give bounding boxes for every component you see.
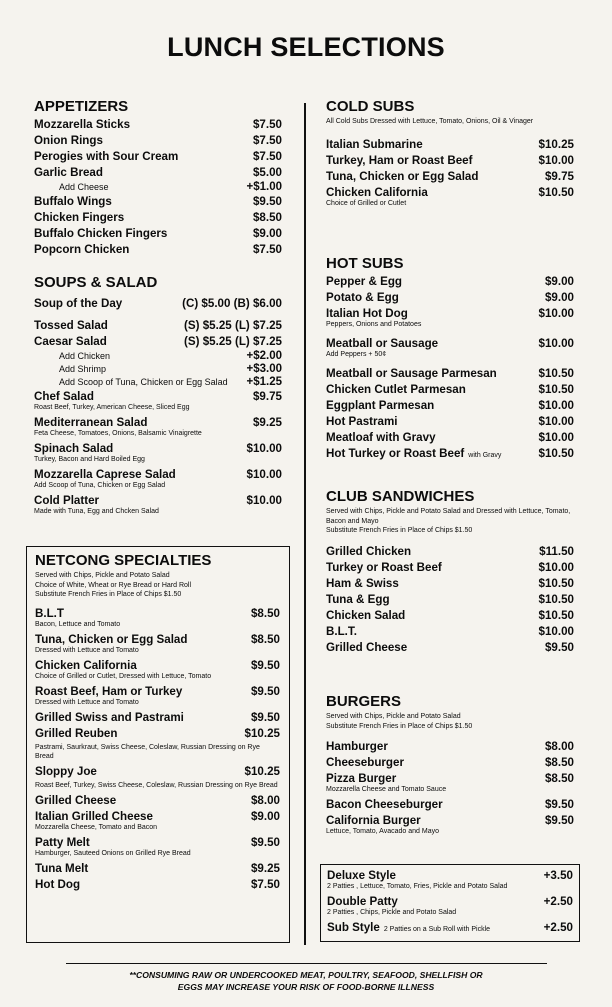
netcong-specialties-box — [26, 546, 290, 943]
item-name: Meatloaf with Gravy — [326, 431, 436, 444]
item-price: (C) $5.00 (B) $6.00 — [182, 297, 282, 310]
item-description: Turkey, Bacon and Hard Boiled Egg — [34, 456, 145, 463]
item-price: $10.00 — [538, 560, 574, 574]
menu-item — [326, 608, 574, 624]
menu-item — [326, 366, 574, 382]
item-name: Grilled Cheese — [35, 793, 117, 807]
menu-item — [35, 726, 280, 742]
item-name: Spinach Salad — [34, 442, 114, 455]
menu-item — [326, 797, 574, 813]
item-name: Italian Submarine — [326, 137, 423, 151]
section-title: COLD SUBS — [326, 98, 415, 115]
item-name: Deluxe Style — [327, 869, 396, 882]
item-description: Add Scoop of Tuna, Chicken or Egg Salad — [34, 482, 166, 489]
section-title: BURGERS — [326, 693, 402, 710]
item-price: $10.50 — [538, 447, 574, 460]
item-name: Hamburger — [326, 740, 388, 753]
menu-item — [34, 242, 282, 258]
item-name: Hot Dog — [35, 877, 81, 891]
item-description: Choice of Grilled or Cutlet — [326, 199, 407, 207]
soups-salad-section — [34, 274, 282, 519]
item-price: $10.00 — [246, 468, 282, 481]
item-price: $9.00 — [544, 275, 574, 288]
menu-item — [35, 861, 280, 877]
menu-item — [35, 710, 280, 726]
menu-item — [326, 414, 574, 430]
item-name: Chef Salad — [34, 390, 94, 403]
item-name: Pepper & Egg — [326, 275, 403, 288]
item-name: Sub Style — [327, 921, 380, 934]
item-price: +$2.00 — [246, 350, 282, 362]
item-price: $10.00 — [246, 442, 282, 455]
menu-item — [326, 169, 574, 185]
item-price: $9.50 — [544, 798, 574, 811]
item-name: Roast Beef, Ham or Turkey — [35, 684, 183, 698]
item-price: +2.50 — [543, 921, 573, 934]
section-title: NETCONG SPECIALTIES — [35, 552, 212, 569]
item-name: Chicken California — [35, 658, 137, 672]
item-price: $9.50 — [252, 195, 282, 208]
menu-item — [35, 877, 280, 893]
item-price: (S) $5.25 (L) $7.25 — [184, 319, 282, 332]
item-description: Lettuce, Tomato, Avacado and Mayo — [326, 828, 439, 835]
item-price: $9.50 — [250, 835, 280, 849]
menu-item — [326, 739, 574, 755]
menu-add-on — [34, 350, 282, 363]
item-name: Add Cheese — [59, 182, 109, 192]
section-title: APPETIZERS — [34, 98, 129, 115]
section-note: Substitute French Fries in Place of Chips $1.50 — [35, 591, 182, 598]
item-price: $9.50 — [250, 684, 280, 698]
item-name: Add Shrimp — [59, 364, 107, 374]
item-name: Tuna, Chicken or Egg Salad — [326, 169, 479, 183]
item-name: Mozzarella Sticks — [34, 118, 131, 131]
item-price: $9.50 — [250, 658, 280, 672]
item-description: 2 Patties , Lettuce, Tomato, Fries, Pickle and Potato Salad — [327, 883, 508, 890]
item-price: $9.25 — [250, 861, 280, 875]
item-description: Hamburger, Sauteed Onions on Grilled Rye Bread — [35, 849, 191, 857]
item-price: $9.50 — [544, 814, 574, 827]
item-name: Sloppy Joe — [35, 764, 97, 778]
disclaimer-line: EGGS MAY INCREASE YOUR RISK OF FOOD-BORNE ILLNESS — [177, 982, 435, 992]
item-description: Add Peppers + 50¢ — [326, 351, 387, 358]
item-name: Mozzarella Caprese Salad — [34, 468, 176, 481]
item-description: Roast Beef, Turkey, Swiss Cheese, Coleslaw, Russian Dressing on Rye Bread — [35, 781, 278, 789]
item-description: Made with Tuna, Egg and Chcken Salad — [34, 508, 159, 515]
menu-item — [34, 149, 282, 165]
item-price: $10.00 — [538, 399, 574, 412]
item-price: (S) $5.25 (L) $7.25 — [184, 335, 282, 348]
item-price: +$1.25 — [246, 376, 282, 388]
item-name: Italian Grilled Cheese — [35, 809, 153, 823]
item-description: Roast Beef, Turkey, American Cheese, Sliced Egg — [34, 404, 190, 411]
item-price: $7.50 — [252, 134, 282, 147]
item-description: Pastrami, Saurkraut, Swiss Cheese, Coleslaw, Russian Dressing on Rye Bread — [35, 743, 260, 760]
item-name: Buffalo Chicken Fingers — [34, 227, 168, 240]
item-price: $9.00 — [544, 291, 574, 304]
item-price: $10.25 — [244, 764, 280, 778]
item-price: $7.50 — [252, 243, 282, 256]
item-description: Mozzarella Cheese, Tomato and Bacon — [35, 823, 158, 831]
item-name: Double Patty — [327, 895, 398, 908]
menu-item — [327, 920, 573, 938]
item-price: $8.50 — [544, 772, 574, 785]
item-price: +2.50 — [543, 895, 573, 908]
item-name: Pizza Burger — [326, 772, 397, 785]
section-note: All Cold Subs Dressed with Lettuce, Tomato, Onions, Oil & Vinager — [326, 118, 534, 125]
item-name: Bacon Cheeseburger — [326, 798, 443, 811]
menu-item — [34, 117, 282, 133]
menu-item — [326, 755, 574, 771]
item-price: $10.25 — [244, 726, 280, 740]
item-name: Grilled Cheese — [326, 640, 408, 654]
menu-item — [326, 576, 574, 592]
cold-subs-section — [326, 98, 574, 211]
item-price: $10.50 — [538, 608, 574, 622]
item-note: 2 Patties on a Sub Roll with Pickle — [383, 926, 491, 933]
menu-item — [326, 544, 574, 560]
menu-item — [35, 793, 280, 809]
item-price: $9.50 — [544, 640, 574, 654]
menu-item — [326, 640, 574, 656]
item-price: +3.50 — [543, 869, 573, 882]
item-description: Dressed with Lettuce and Tomato — [35, 646, 139, 654]
item-name: Grilled Swiss and Pastrami — [35, 710, 184, 724]
disclaimer-line: **CONSUMING RAW OR UNDERCOOKED MEAT, POULTRY, SEAFOOD, SHELLFISH OR — [129, 970, 483, 980]
item-price: $9.75 — [544, 169, 574, 183]
section-note: Choice of White, Wheat or Rye Bread or Hard Roll — [35, 581, 192, 589]
menu-add-on — [34, 181, 282, 194]
item-price: $9.00 — [252, 227, 282, 240]
menu-item — [34, 334, 282, 350]
menu-item — [326, 153, 574, 169]
menu-item — [326, 290, 574, 306]
item-price: $9.25 — [252, 416, 282, 429]
item-price: $9.75 — [252, 390, 282, 403]
burgers-section — [326, 693, 574, 839]
item-name: Chicken Cutlet Parmesan — [326, 383, 466, 396]
item-price: $10.00 — [538, 431, 574, 444]
item-name: Patty Melt — [35, 835, 90, 849]
item-price: $8.50 — [544, 756, 574, 769]
menu-item — [326, 398, 574, 414]
item-price: $7.50 — [252, 150, 282, 163]
item-name: Ham & Swiss — [326, 576, 399, 590]
item-name: Turkey, Ham or Roast Beef — [326, 153, 473, 167]
item-name: Chicken Fingers — [34, 211, 125, 224]
item-name: Buffalo Wings — [34, 195, 112, 208]
section-note: Substitute French Fries in Place of Chips $1.50 — [326, 527, 473, 534]
item-name: Grilled Reuben — [35, 726, 118, 740]
item-price: $8.50 — [252, 211, 282, 224]
item-name: Add Chicken — [59, 351, 111, 361]
menu-item — [326, 624, 574, 640]
item-description: Bacon, Lettuce and Tomato — [35, 620, 121, 628]
item-name: Onion Rings — [34, 134, 103, 147]
item-price: $10.00 — [538, 337, 574, 350]
item-description: 2 Patties , Chips, Pickle and Potato Salad — [327, 909, 457, 916]
appetizers-section — [34, 98, 282, 258]
section-title: CLUB SANDWICHES — [326, 488, 475, 505]
item-name: Hot Pastrami — [326, 415, 398, 428]
item-price: $10.50 — [538, 367, 574, 380]
item-price: +$3.00 — [246, 363, 282, 375]
item-name: Eggplant Parmesan — [326, 399, 435, 412]
item-name: Cold Platter — [34, 494, 100, 507]
menu-add-on — [34, 376, 282, 389]
item-price: $7.50 — [250, 877, 280, 891]
item-name: Garlic Bread — [34, 166, 103, 179]
section-note: Served with Chips, Pickle and Potato Salad — [326, 713, 461, 720]
food-safety-disclaimer — [40, 969, 572, 993]
item-price: $10.25 — [538, 137, 574, 151]
item-name: Popcorn Chicken — [34, 243, 130, 256]
section-note: Served with Chips, Pickle and Potato Salad — [35, 572, 170, 579]
section-title: SOUPS & SALAD — [34, 274, 158, 291]
menu-item — [34, 165, 282, 181]
menu-item — [34, 318, 282, 334]
item-price: $10.50 — [538, 383, 574, 396]
item-name: Tuna Melt — [35, 861, 89, 875]
item-note: with Gravy — [468, 452, 502, 459]
menu-item — [326, 137, 574, 153]
menu-item — [34, 194, 282, 210]
item-name: Add Scoop of Tuna, Chicken or Egg Salad — [59, 377, 228, 387]
section-note: Served with Chips, Pickle and Potato Salad and Dressed with Lettuce, Tomato, Bacon and Mayo — [326, 508, 571, 525]
menu-item — [326, 274, 574, 290]
item-description: Mozzarella Cheese and Tomato Sauce — [326, 786, 447, 793]
item-description: Choice of Grilled or Cutlet, Dressed with Lettuce, Tomato — [35, 672, 212, 680]
item-name: Turkey or Roast Beef — [326, 560, 442, 574]
club-sandwiches-section — [326, 488, 574, 656]
hot-subs-section — [326, 255, 574, 464]
item-description: Peppers, Onions and Potatoes — [326, 321, 422, 328]
menu-item — [326, 430, 574, 446]
item-name: Cheeseburger — [326, 756, 404, 769]
menu-item — [326, 382, 574, 398]
item-name: B.L.T. — [326, 624, 357, 638]
menu-item — [326, 446, 574, 464]
item-price: $10.00 — [538, 415, 574, 428]
item-price: $8.50 — [250, 632, 280, 646]
item-price: $10.00 — [246, 494, 282, 507]
item-price: $10.00 — [538, 624, 574, 638]
menu-item — [34, 296, 282, 312]
item-name: Perogies with Sour Cream — [34, 150, 179, 163]
item-price: $9.00 — [250, 809, 280, 823]
item-name: Tuna, Chicken or Egg Salad — [35, 632, 188, 646]
item-name: Grilled Chicken — [326, 544, 412, 558]
menu-item — [34, 133, 282, 149]
item-name: California Burger — [326, 814, 421, 827]
item-name: Tuna & Egg — [326, 592, 390, 606]
item-name: Chicken California — [326, 185, 428, 199]
menu-item — [326, 560, 574, 576]
item-price: $9.50 — [250, 710, 280, 724]
item-name: Caesar Salad — [34, 335, 107, 348]
section-title: HOT SUBS — [326, 255, 404, 272]
item-name: Hot Turkey or Roast Beef — [326, 447, 465, 460]
item-description: Feta Cheese, Tomatoes, Onions, Balsamic Vinaigrette — [34, 430, 202, 437]
item-price: $8.00 — [544, 740, 574, 753]
item-name: Meatball or Sausage Parmesan — [326, 367, 497, 380]
item-price: $7.50 — [252, 118, 282, 131]
footer-rule — [66, 963, 547, 964]
page-title: LUNCH SELECTIONS — [167, 32, 445, 62]
item-name: Chicken Salad — [326, 608, 406, 622]
item-price: $10.50 — [538, 592, 574, 606]
section-note: Substitute French Fries in Place of Chips $1.50 — [326, 722, 473, 730]
item-name: Soup of the Day — [34, 297, 123, 310]
menu-item — [34, 226, 282, 242]
item-price: $10.50 — [538, 576, 574, 590]
menu-item — [326, 592, 574, 608]
column-divider — [304, 103, 306, 945]
item-price: $10.00 — [538, 153, 574, 167]
item-name: Potato & Egg — [326, 291, 399, 304]
item-name: Tossed Salad — [34, 319, 108, 332]
item-name: Italian Hot Dog — [326, 307, 408, 320]
item-price: +$1.00 — [246, 181, 282, 193]
menu-item — [35, 764, 280, 780]
item-name: Mediterranean Salad — [34, 416, 148, 429]
item-description: Dressed with Lettuce and Tomato — [35, 698, 139, 706]
burger-style-options-box — [320, 864, 580, 942]
menu-item — [34, 210, 282, 226]
item-price: $10.50 — [538, 185, 574, 199]
item-price: $8.00 — [250, 793, 280, 807]
menu-add-on — [34, 363, 282, 376]
item-price: $11.50 — [539, 544, 574, 558]
item-name: Meatball or Sausage — [326, 337, 439, 350]
item-price: $10.00 — [538, 307, 574, 320]
item-name: B.L.T — [35, 606, 64, 620]
item-price: $5.00 — [252, 166, 282, 179]
item-price: $8.50 — [250, 606, 280, 620]
